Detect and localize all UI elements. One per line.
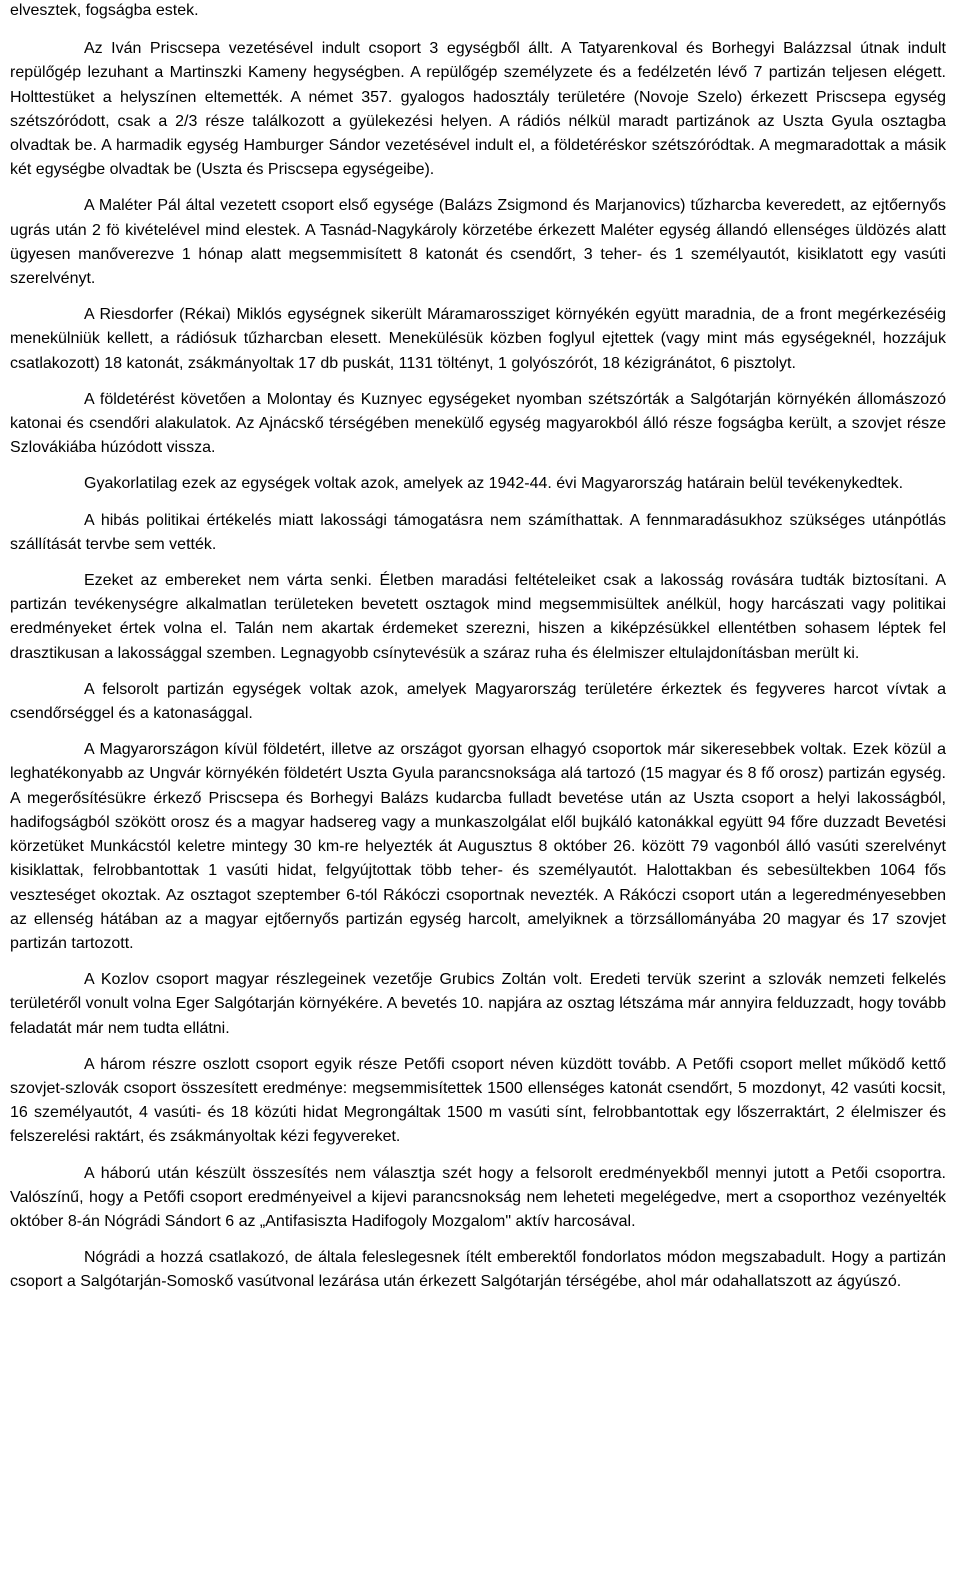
paragraph-3: A Maléter Pál által vezetett csoport első egysége (Balázs Zsigmond és Marjanovics) tűzharcba keveredett, az ejtőernyős ugrás után 2 fö kivételével mind elestek. A Tasnád-Nagykároly körzetébe érkezett Maléter egység állandó ellenséges üldözés alatt ügyesen manőverezve 1 hónap alatt megsemmisített 8 katonát és csendőrt, 3 teher- és 1 személyautót, kisiklatott egy vasúti szerelvényt. — [10, 197, 946, 288]
paragraph-gap — [10, 291, 946, 303]
paragraph-gap — [10, 956, 946, 968]
paragraph-gap — [10, 497, 946, 509]
paragraph-11: A Kozlov csoport magyar részlegeinek vezetője Grubics Zoltán volt. Eredeti tervük szerint a szlovák nemzeti felkelés területéről vonult volna Eger Salgótarján környékére. A bevetés 10. napjára az osztag létszáma már annyira felduzzadt, hogy tovább feladatát már nem tudta ellátni. — [10, 971, 946, 1037]
paragraph-gap — [10, 182, 946, 194]
paragraph-10: A Magyarországon kívül földetért, illetve az országot gyorsan elhagyó csoportok már sikeresebbek voltak. Ezek közül a leghatékonyabb az Ungvár környékén földetért Uszta Gyula parancsnoksága alá tartozó (15 magyar és 8 fő orosz) partizán egység. A megerősítésükre érkező Priscsepa és Borhegyi Balázs kudarcba fulladt bevetése után az Uszta csoport a helyi lakosságból, hadifogságból szökött orosz és a magyar hadsereg vagy a munkaszolgálat elől bujkáló katonákkal együtt 94 főre duzzadt Bevetési körzetüket Munkácstól keletre mintegy 30 km-re helyezték át Augusztus 8 október 26. között 79 vagonból álló vasúti szerelvényt kisiklattak, felrobbantottak 1 vasúti hidat, felgyújtottak több teher- és személyautót. Halottakban és sebesültekben 1064 fős veszteséget okoztak. Az osztagot szeptember 6-tól Rákóczi csoportnak nevezték. A Rákóczi csoport után a legeredményesebben az ellenség hátában az a magyar ejtőernyős partizán egység harcolt, amelyiknek a törzsállományába 20 magyar és 17 szovjet partizán tartozott. — [10, 741, 946, 952]
paragraph-2: Az Iván Priscsepa vezetésével indult csoport 3 egységből állt. A Tatyarenkoval és Borhegyi Balázzsal útnak indult repülőgép lezuhant a Martinszki Kameny hegységben. A repülőgép személyzete és a fedélzetén lévő 7 partizán teljesen elégett. Holttestüket a helyszínen eltemették. A német 357. gyalogos hadosztály területére (Novoje Szelo) érkezett Priscsepa egység szétszóródott, csak a 2/3 része találkozott a gyülekezési helyen. A rádiós nélkül maradt partizánok az Uszta Gyula osztagba olvadtak be. A harmadik egység Hamburger Sándor vezetésével indult el, a földetéréskor szétszóródtak. A megmaradottak a másik két egységbe olvadtak be (Uszta és Priscsepa egységeibe). — [10, 40, 946, 179]
paragraph-5: A földetérést követően a Molontay és Kuznyec egységeket nyomban szétszórták a Salgótarján környékén állomászozó katonai és csendőri alakulatok. Az Ajnácskő térségében menekülő egység magyarokból álló része fogságba került, a szovjet része Szlovákiába húzódott vissza. — [10, 390, 946, 457]
paragraph-gap — [10, 460, 946, 472]
paragraph-gap — [10, 23, 946, 37]
paragraph-gap — [10, 726, 946, 738]
paragraph-9: A felsorolt partizán egységek voltak azok, amelyek Magyarország területére érkeztek és fegyveres harcot vívtak a csendőrséggel és a katonasággal. — [10, 680, 946, 723]
paragraph-gap — [10, 1041, 946, 1053]
paragraph-gap — [10, 666, 946, 678]
paragraph-7: A hibás politikai értékelés miatt lakossági támogatásra nem számíthattak. A fennmaradásukhoz szükséges utánpótlás szállítását tervbe sem vették. — [10, 511, 946, 553]
paragraph-13: A háború után készült összesítés nem választja szét hogy a felsorolt eredményekből mennyi jutott a Petői csoportra. Valószínű, hogy a Petőfi csoport eredményeivel a kijevi parancsnokság nem leheteti megelégedve, mert a csoporthoz vezényelték október 8-án Nógrádi Sándort 6 az „Antifasiszta Hadifogoly Mozgalom" aktív harcosával. — [10, 1164, 946, 1230]
paragraph-1: elvesztek, fogságba estek. — [10, 2, 199, 19]
paragraph-4: A Riesdorfer (Rékai) Miklós egységnek sikerült Máramarossziget környékén együtt maradnia, de a front megérkezéséig menekülniük kellett, a rádiósuk tűzharcban elesett. Menekülésük közben foglyul ejtettek (vagy mint más egységeknél, hozzájuk csatlakozott) 18 katonát, zsákmányoltak 17 db puskát, 1131 töltényt, 1 golyószórót, 18 kézigránátot, 6 pisztolyt. — [10, 306, 946, 372]
paragraph-8: Ezeket az embereket nem várta senki. Életben maradási feltételeiket csak a lakosság rovására tudták biztosítani. A partizán tevékenységre alkalmatlan területeken bevetett osztagok mind megsemmisültek anélkül, hogy harcászati vagy politikai eredményeket értek volna el. Talán nem akartak érdemeket szerezni, hiszen a kiképzésükkel ellentétben sohasem léptek fel drasztikusan a lakossággal szemben. Legnagyobb csínytevésük a száraz ruha és élelmiszer eltulajdonításban merült ki. — [10, 572, 946, 662]
paragraph-14: Nógrádi a hozzá csatlakozó, de általa feleslegesnek ítélt emberektől fondorlatos módon megszabadult. Hogy a partizán csoport a Salgótarján-Somoskő vasútvonal lezárása után érkezett Salgótarján térségébe, ahol már odahallatszott az ágyúszó. — [10, 1249, 946, 1291]
paragraph-6: Gyakorlatilag ezek az egységek voltak azok, amelyek az 1942-44. évi Magyarország határain belül tevékenykedtek. — [84, 475, 904, 493]
paragraph-gap — [10, 557, 946, 569]
paragraph-gap — [10, 376, 946, 388]
paragraph-12: A három részre oszlott csoport egyik része Petőfi csoport néven küzdött tovább. A Petőfi csoport mellet működő kettő szovjet-szlovák csoport összesített eredménye: megsemmisítettek 1500 ellenséges katonát csendőrt, 5 mozdonyt, 42 vasúti kocsit, 16 személyautót, 4 vasúti- és 18 közúti hidat Megrongáltak 1500 m vasúti sínt, felrobbantottak egy lőszerraktárt, 2 élelmiszer és felszerelési raktárt, és zsákmányoltak kézi fegyvereket. — [10, 1055, 946, 1146]
paragraph-gap — [10, 1234, 946, 1246]
paragraph-gap — [10, 1150, 946, 1162]
